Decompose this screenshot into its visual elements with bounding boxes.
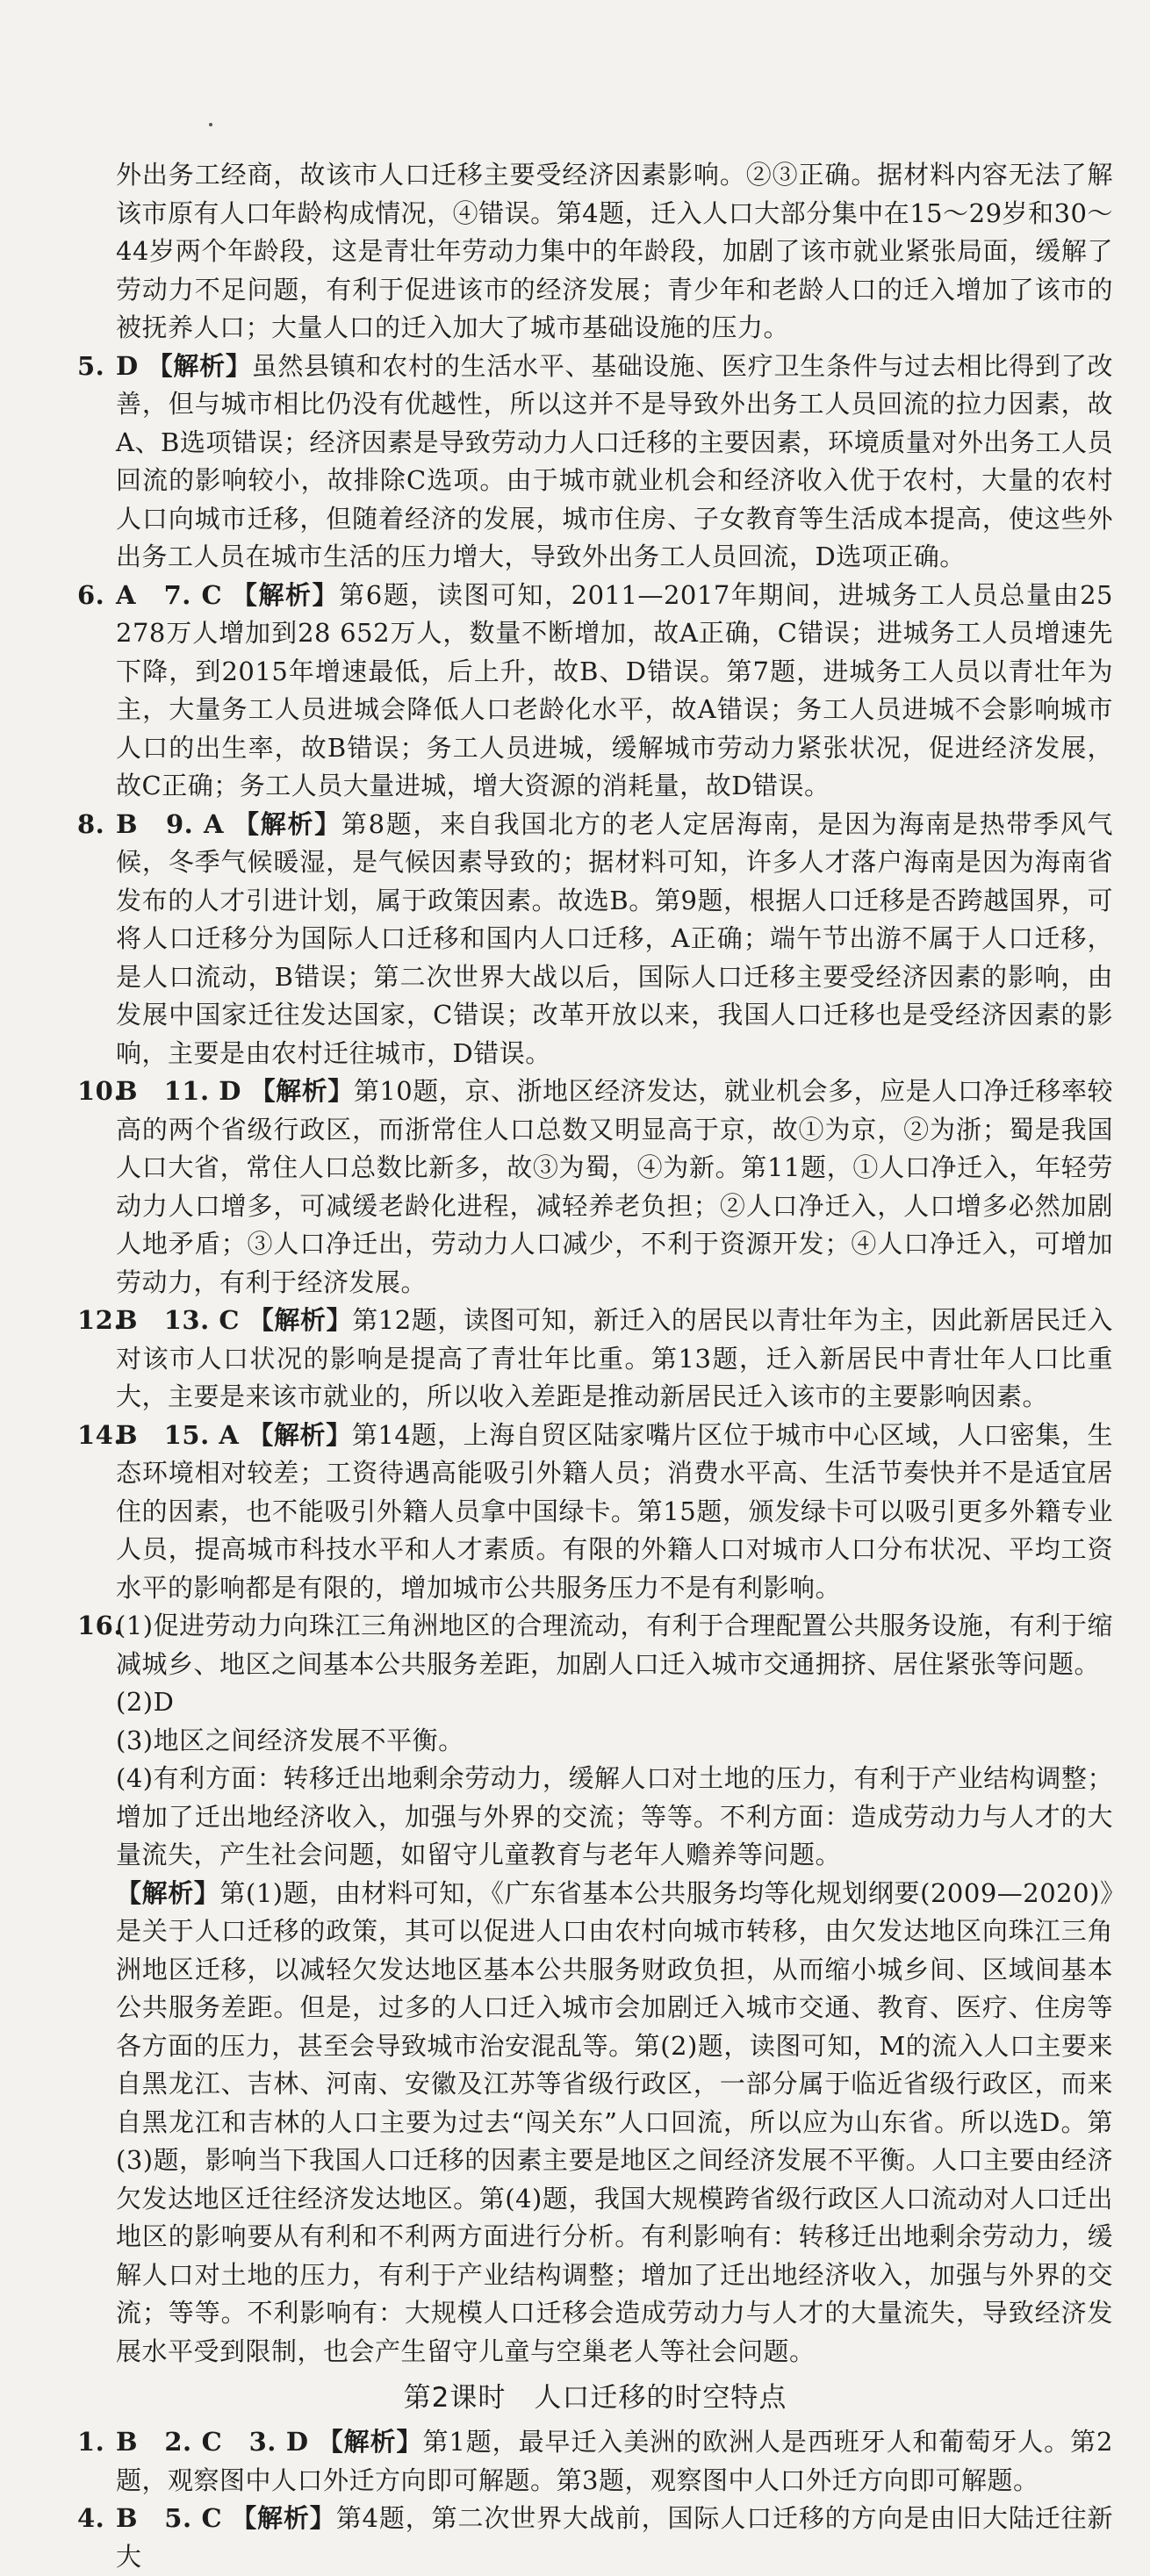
item-number: 12. <box>77 1305 123 1335</box>
item-answers: A 7. C <box>116 579 223 610</box>
analysis-text: 第(1)题，由材料可知，《广东省基本公共服务均等化规划纲要(2009—2020)》是关于人口迁移的政策，其可以促进人口由农村向城市转移，由欠发达地区向珠江三角洲地区迁移，以减轻欠发达地区基本公共服务财政负担，从而缩小城乡间、区域间基本公共服务差距。但是，过多的人口迁入城市会加剧迁入城市交通、教育、医疗、住房等各方面的压力，甚至会导致城市治安混乱等。第(2)题，读图可知，M的流入人口主要来自黑龙江、吉林、河南、安徽及江苏等省级行政区，一部分属于临近省级行政区，而来自黑龙江和吉林的人口主要为过去“闯关东”人口回流，所以应为山东省。所以选D。第(3)题，影响当下我国人口迁移的因素主要是地区之间经济发展不平衡。人口主要由经济欠发达地区迁往经济发达地区。第(4)题，我国大规模跨省级行政区人口流动对人口迁出地区的影响要从有利和不利两方面进行分析。有利影响有：转移迁出地剩余劳动力，缓解人口对土地的压力，有利于产业结构调整；增加了迁出地经济收入，加强与外界的交流；等等。不利影响有：大规模人口迁移会造成劳动力与人才的大量流失，导致经济发展水平受到限制，也会产生留守儿童与空巢老人等社会问题。 <box>116 1877 1113 2366</box>
item-text: 第14题，上海自贸区陆家嘴片区位于城市中心区域，人口密集，生态环境相对较差；工资待遇高能吸引外籍人员；消费水平高、生活节奏快并不是适宜居住的因素，也不能吸引外籍人员拿中国绿卡。第15题，颁发绿卡可以吸引更多外籍专业人员，提高城市科技水平和人才素质。有限的外籍人口对城市人口分布状况、平均工资水平的影响都是有限的，增加城市公共服务压力不是有利影响。 <box>116 1419 1113 1603</box>
analysis-tag: 【解析】 <box>231 2503 336 2533</box>
item-number: 10. <box>77 1076 123 1106</box>
analysis-tag: 【解析】 <box>248 1305 353 1335</box>
analysis-tag: 【解析】 <box>248 1419 352 1450</box>
answer-part-4: (4)有利方面：转移迁出地剩余劳动力，缓解人口对土地的压力，有利于产业结构调整；增加了迁出地经济收入，加强与外界的交流；等等。不利方面：造成劳动力与人才的大量流失，产生社会问题，如留守儿童教育与老年人赡养等问题。 <box>116 1763 1113 1869</box>
item-number: 14. <box>77 1419 123 1450</box>
analysis-tag: 【解析】 <box>234 808 341 839</box>
item-answers: B 5. C <box>116 2503 223 2533</box>
item-text: 第4题，第二次世界大战前，国际人口迁移的方向是由旧大陆迁往新大 <box>116 2503 1113 2572</box>
item-number: 8. <box>77 808 105 839</box>
answer-part-1: (1)促进劳动力向珠江三角洲地区的合理流动，有利于合理配置公共服务设施，有利于缩减城乡、地区之间基本公共服务差距，加剧人口迁入城市交通拥挤、居住紧张等问题。 <box>116 1611 1113 1679</box>
answer-item-10-11 <box>77 1073 1113 1302</box>
analysis-tag: 【解析】 <box>231 579 340 610</box>
answer-part-3: (3)地区之间经济发展不平衡。 <box>116 1725 464 1755</box>
answer-item-6-7 <box>77 577 1113 806</box>
item-text: 第6题，读图可知，2011—2017年期间，进城务工人员总量由25 278万人增加到28 652万人，数量不断增加，故A正确，C错误；进城务工人员增速先下降，到2015年增速最低，后上升，故B、D错误。第7题，进城务工人员以青壮年为主，大量务工人员进城会降低人口老龄化水平，故A错误；务工人员进城不会影响城市人口的出生率，故B错误；务工人员进城，缓解城市劳动力紧张状况，促进经济发展，故C正确；务工人员大量进城，增大资源的消耗量，故D错误。 <box>116 579 1113 800</box>
item-number: 16. <box>77 1611 123 1640</box>
item-number: 6. <box>77 579 105 610</box>
analysis-block <box>116 1875 1113 2371</box>
item-text: 第10题，京、浙地区经济发达，就业机会多，应是人口净迁移率较高的两个省级行政区，而浙常住人口总数又明显高于京，故①为京，②为浙；蜀是我国人口大省，常住人口总数比新多，故③为蜀，④为新。第11题，①人口净迁入，年轻劳动力人口增多，可减缓老龄化进程，减轻养老负担；②人口净迁入，人口增多必然加剧人地矛盾；③人口净迁出，劳动力人口减少，不利于资源开发；④人口净迁入，可增加劳动力，有利于经济发展。 <box>116 1076 1113 1297</box>
item-text: 第1题，最早迁入美洲的欧洲人是西班牙人和葡萄牙人。第2题，观察图中人口外迁方向即可解题。第3题，观察图中人口外迁方向即可解题。 <box>116 2427 1113 2495</box>
answer-item-14-15 <box>77 1417 1113 1608</box>
continued-paragraph: 外出务工经商，故该市人口迁移主要受经济因素影响。②③正确。据材料内容无法了解该市原有人口年龄构成情况，④错误。第4题，迁入人口大部分集中在15～29岁和30～44岁两个年龄段，这是青壮年劳动力集中的年龄段，加剧了该市就业紧张局面，缓解了劳动力不足问题，有利于促进该市的经济发展；青少年和老龄人口的迁入增加了该市的被抚养人口；大量人口的迁入加大了城市基础设施的压力。 <box>116 160 1113 342</box>
item-number: 4. <box>77 2503 105 2533</box>
item-text: 虽然县镇和农村的生活水平、基础设施、医疗卫生条件与过去相比得到了改善，但与城市相比仍没有优越性，所以这并不是导致外出务工人员回流的拉力因素，故A、B选项错误；经济因素是导致劳动力人口迁移的主要因素，环境质量对外出务工人员回流的影响较小，故排除C选项。由于城市就业机会和经济收入优于农村，大量的农村人口向城市迁移，但随着经济的发展，城市住房、子女教育等生活成本提高，使这些外出务工人员在城市生活的压力增大，导致外出务工人员回流，D选项正确。 <box>116 350 1113 571</box>
item-answers: B 9. A <box>116 808 225 839</box>
item-text: 第12题，读图可知，新迁入的居民以青壮年为主，因此新居民迁入对该市人口状况的影响是提高了青壮年比重。第13题，迁入新居民中青壮年人口比重大，主要是来该市就业的，所以收入差距是推动新居民迁入该市的主要影响因素。 <box>116 1305 1113 1411</box>
answer-item-16 <box>77 1607 1113 2371</box>
item-number: 5. <box>77 350 105 381</box>
answer-item-8-9 <box>77 806 1113 1073</box>
section-item-4-5 <box>77 2500 1113 2576</box>
analysis-tag: 【解析】 <box>147 350 252 381</box>
answer-content <box>77 156 1113 2576</box>
section-item-1-3 <box>77 2423 1113 2500</box>
analysis-tag: 【解析】 <box>249 1076 354 1106</box>
item-text: 第8题，来自我国北方的老人定居海南，是因为海南是热带季风气候，冬季气候暖湿，是气候因素导致的；据材料可知，许多人才落户海南是因为海南省发布的人才引进计划，属于政策因素。故选B。第9题，根据人口迁移是否跨越国界，可将人口迁移分为国际人口迁移和国内人口迁移，A正确；端午节出游不属于人口迁移，是人口流动，B错误；第二次世界大战以后，国际人口迁移主要受经济因素的影响，由发展中国家迁往发达国家，C错误；改革开放以来，我国人口迁移也是受经济因素的影响，主要是由农村迁往城市，D错误。 <box>116 808 1114 1068</box>
section-heading: 第2课时 人口迁移的时空特点 <box>403 2382 787 2414</box>
answer-item-5 <box>77 348 1113 577</box>
item-answers: D <box>116 350 139 381</box>
answer-item-12-13 <box>77 1302 1113 1417</box>
item-answers: B 11. D <box>116 1076 241 1106</box>
answer-part-2: (2)D <box>116 1687 175 1717</box>
item-number: 1. <box>77 2427 105 2457</box>
item-answers: B 15. A <box>116 1419 240 1450</box>
scan-speck <box>209 123 212 126</box>
item-answers: B 2. C 3. D <box>116 2427 309 2457</box>
item-answers: B 13. C <box>116 1305 240 1335</box>
analysis-tag: 【解析】 <box>317 2427 423 2457</box>
analysis-tag: 【解析】 <box>116 1877 220 1908</box>
